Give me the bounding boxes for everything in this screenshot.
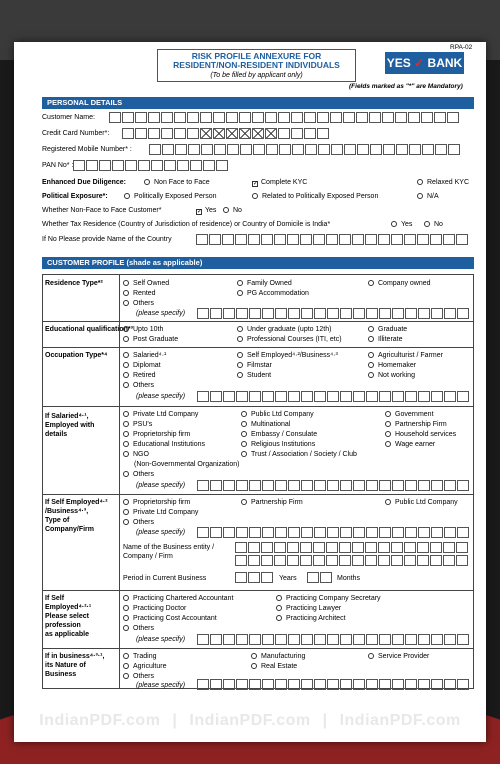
- business-entity-label: Name of the Business entity / Company / Firm: [123, 544, 215, 560]
- radio-icon: [123, 441, 129, 447]
- customer-name-label: Customer Name:: [42, 114, 95, 121]
- radio-icon: [368, 362, 374, 368]
- occupation-specify-label: (please specify): [136, 393, 186, 400]
- occupation-retired[interactable]: Retired: [123, 371, 156, 380]
- radio-icon: [368, 653, 374, 659]
- business-specify-label: (please specify): [136, 682, 186, 689]
- occupation-agriculturist[interactable]: Agriculturist / Farmer: [368, 351, 443, 360]
- radio-icon: [223, 207, 229, 213]
- radio-icon: [417, 179, 423, 185]
- radio-icon: [123, 431, 129, 437]
- radio-icon: [123, 673, 129, 679]
- form-page: [14, 42, 486, 742]
- country-field[interactable]: [196, 234, 469, 245]
- radio-icon: [144, 179, 150, 185]
- radio-icon: [252, 193, 258, 199]
- profession-lawyer[interactable]: Practicing Lawyer: [276, 604, 341, 613]
- radio-icon: [123, 605, 129, 611]
- logo-tick-icon: ✓: [414, 56, 425, 70]
- radio-icon: [276, 595, 282, 601]
- self-employed-label: If Self Employed⁴·² /Business⁴·³, Type of Company/Firm: [45, 499, 108, 533]
- occupation-others[interactable]: Others: [123, 381, 154, 390]
- salaried-partnership[interactable]: Partnership Firm: [385, 420, 447, 429]
- radio-icon: [385, 441, 391, 447]
- radio-icon: [123, 615, 129, 621]
- profession-architect[interactable]: Practicing Architect: [276, 614, 346, 623]
- residence-specify-field[interactable]: [197, 308, 470, 319]
- radio-icon: [241, 431, 247, 437]
- selfemp-public-ltd[interactable]: Public Ltd Company: [385, 498, 458, 507]
- selfemp-private-ltd[interactable]: Private Ltd Company: [123, 508, 198, 517]
- radio-icon: [237, 372, 243, 378]
- residence-family-owned[interactable]: Family Owned: [237, 279, 292, 288]
- watermark-separator: |: [322, 712, 328, 729]
- radio-icon: [124, 193, 130, 199]
- radio-icon: [123, 471, 129, 477]
- checked-box-icon: ✓: [253, 181, 259, 187]
- radio-icon: [241, 451, 247, 457]
- selfemp-proprietorship[interactable]: Proprietorship firm: [123, 498, 190, 507]
- salaried-government[interactable]: Government: [385, 410, 434, 419]
- radio-icon: [123, 372, 129, 378]
- radio-icon: [123, 421, 129, 427]
- radio-icon: [417, 193, 423, 199]
- business-real-estate[interactable]: Real Estate: [251, 662, 297, 671]
- occupation-homemaker[interactable]: Homemaker: [368, 361, 416, 370]
- edd-option-complete-kyc[interactable]: ✓ Complete KYC: [253, 179, 308, 187]
- radio-icon: [391, 221, 397, 227]
- education-graduate[interactable]: Graduate: [368, 325, 407, 334]
- education-undergraduate[interactable]: Under graduate (upto 12th): [237, 325, 331, 334]
- radio-icon: [368, 326, 374, 332]
- education-upto-10th[interactable]: Upto 10th: [123, 325, 163, 334]
- mobile-label: Registered Mobile Number* :: [42, 146, 132, 153]
- pep-option-na[interactable]: N/A: [417, 193, 439, 200]
- radio-icon: [241, 441, 247, 447]
- watermark-separator: |: [172, 712, 178, 729]
- period-years-field[interactable]: [235, 572, 274, 583]
- form-code: RPA-02: [450, 44, 473, 51]
- residence-specify-label: (please specify): [136, 310, 186, 317]
- credit-card-field[interactable]: [122, 128, 330, 139]
- profession-cost-accountant[interactable]: Practicing Cost Accountant: [123, 614, 217, 623]
- radio-icon: [368, 352, 374, 358]
- radio-icon: [368, 372, 374, 378]
- title-line2: RESIDENT/NON-RESIDENT INDIVIDUALS: [173, 60, 340, 70]
- radio-icon: [123, 336, 129, 342]
- salaried-religious[interactable]: Religious Institutions: [241, 440, 315, 449]
- radio-icon: [237, 280, 243, 286]
- period-label: Period in Current Business: [123, 575, 207, 582]
- mandatory-note: (Fields marked as "*" are Mandatory): [349, 83, 463, 90]
- business-entity-field-line2[interactable]: [235, 555, 469, 566]
- salaried-multinational[interactable]: Multinational: [241, 420, 290, 429]
- personal-details-heading: PERSONAL DETAILS: [42, 97, 474, 109]
- period-months-field[interactable]: [307, 572, 333, 583]
- radio-icon: [368, 280, 374, 286]
- salaried-specify-field[interactable]: [197, 480, 470, 491]
- residence-pg[interactable]: PG Accommodation: [237, 289, 309, 298]
- salaried-proprietorship[interactable]: Proprietorship firm: [123, 430, 190, 439]
- customer-profile-heading: CUSTOMER PROFILE (shade as applicable): [42, 257, 474, 269]
- business-specify-field[interactable]: [197, 679, 470, 690]
- business-agriculture[interactable]: Agriculture: [123, 662, 166, 671]
- radio-icon: [123, 352, 129, 358]
- tax-residence-question: Whether Tax Residence (Country of Jurisdiction of residence) or Country of Domicile is India*: [42, 221, 331, 228]
- radio-icon: [276, 615, 282, 621]
- nonface-no[interactable]: No: [223, 207, 242, 214]
- profession-doctor[interactable]: Practicing Doctor: [123, 604, 186, 613]
- radio-icon: [385, 499, 391, 505]
- checked-box-icon: ✓: [197, 209, 203, 215]
- residence-others[interactable]: Others: [123, 299, 154, 308]
- nonface-yes[interactable]: ✓ Yes: [197, 207, 217, 215]
- pan-field[interactable]: [73, 160, 229, 171]
- radio-icon: [424, 221, 430, 227]
- occupation-self-employed[interactable]: Self Employed⁴·²/Business⁴·³: [237, 351, 338, 360]
- occupation-diplomat[interactable]: Diplomat: [123, 361, 161, 370]
- yes-bank-logo: YES ✓ BANK: [385, 52, 464, 74]
- watermark-text-1: IndianPDF.com: [39, 712, 161, 729]
- radio-icon: [237, 362, 243, 368]
- salaried-embassy[interactable]: Embassy / Consulate: [241, 430, 317, 439]
- radio-icon: [385, 421, 391, 427]
- salaried-trust[interactable]: Trust / Association / Society / Club: [241, 450, 357, 459]
- occupation-filmstar[interactable]: Filmstar: [237, 361, 272, 370]
- salaried-specify-label: (please specify): [136, 482, 186, 489]
- radio-icon: [237, 290, 243, 296]
- profession-ca[interactable]: Practicing Chartered Accountant: [123, 594, 233, 603]
- nonface-question: Whether Non-Face to Face Customer*: [42, 207, 162, 214]
- selfemp-specify-label: (please specify): [136, 529, 186, 536]
- selfemp-partnership[interactable]: Partnership Firm: [241, 498, 303, 507]
- edd-option-nonface[interactable]: Non Face to Face: [144, 179, 210, 186]
- radio-icon: [123, 499, 129, 505]
- salaried-psu[interactable]: PSU's: [123, 420, 152, 429]
- radio-icon: [385, 431, 391, 437]
- salaried-educational[interactable]: Educational Institutions: [123, 440, 205, 449]
- business-trading[interactable]: Trading: [123, 652, 156, 661]
- profession-specify-field[interactable]: [197, 634, 470, 645]
- business-others[interactable]: Others: [123, 672, 154, 681]
- profession-others[interactable]: Others: [123, 624, 154, 633]
- residence-type-label: Residence Type*²: [45, 280, 103, 287]
- occupation-specify-field[interactable]: [197, 391, 470, 402]
- residence-company-owned[interactable]: Company owned: [368, 279, 431, 288]
- selfemp-others[interactable]: Others: [123, 518, 154, 527]
- months-label: Months: [337, 575, 360, 582]
- mobile-field[interactable]: [149, 144, 461, 155]
- radio-icon: [123, 509, 129, 515]
- radio-icon: [123, 451, 129, 457]
- education-post-graduate[interactable]: Post Graduate: [123, 335, 178, 344]
- credit-card-label: Credit Card Number*:: [42, 130, 110, 137]
- radio-icon: [123, 326, 129, 332]
- radio-icon: [241, 411, 247, 417]
- salaried-others[interactable]: Others: [123, 470, 154, 479]
- radio-icon: [123, 280, 129, 286]
- radio-icon: [237, 326, 243, 332]
- pep-option-pep[interactable]: Politically Exposed Person: [124, 193, 217, 200]
- education-label: Educational qualification*³: [45, 326, 133, 333]
- business-entity-field-line1[interactable]: [235, 542, 469, 553]
- watermark-footer: [0, 712, 500, 730]
- profession-specify-label: (please specify): [136, 636, 186, 643]
- radio-icon: [123, 362, 129, 368]
- residence-self-owned[interactable]: Self Owned: [123, 279, 169, 288]
- radio-icon: [276, 605, 282, 611]
- radio-icon: [123, 382, 129, 388]
- radio-icon: [123, 663, 129, 669]
- residence-rented[interactable]: Rented: [123, 289, 156, 298]
- profile-table: [42, 274, 474, 689]
- pep-label: Political Exposure*:: [42, 193, 108, 200]
- radio-icon: [123, 300, 129, 306]
- radio-icon: [368, 336, 374, 342]
- radio-icon: [123, 595, 129, 601]
- tax-yes[interactable]: Yes: [391, 221, 412, 228]
- salaried-private-ltd[interactable]: Private Ltd Company: [123, 410, 198, 419]
- radio-icon: [123, 411, 129, 417]
- profession-label: If Self Employed⁴·²·¹ Please select profession as applicable: [45, 595, 92, 638]
- pep-option-related[interactable]: Related to Politically Exposed Person: [252, 193, 378, 200]
- radio-icon: [237, 352, 243, 358]
- business-manufacturing[interactable]: Manufacturing: [251, 652, 305, 661]
- years-label: Years: [279, 575, 297, 582]
- radio-icon: [123, 653, 129, 659]
- business-nature-label: If in business⁴·³·¹, its Nature of Business: [45, 653, 105, 678]
- salaried-household[interactable]: Household services: [385, 430, 456, 439]
- profession-cs[interactable]: Practicing Company Secretary: [276, 594, 381, 603]
- edd-option-relaxed-kyc[interactable]: Relaxed KYC: [417, 179, 469, 186]
- radio-icon: [251, 663, 257, 669]
- salaried-ngo[interactable]: NGO: [123, 450, 149, 459]
- occupation-not-working[interactable]: Not working: [368, 371, 415, 380]
- radio-icon: [237, 336, 243, 342]
- education-illiterate[interactable]: Illiterate: [368, 335, 403, 344]
- salaried-wage-earner[interactable]: Wage earner: [385, 440, 435, 449]
- salaried-ngo-note: (Non-Governmental Organization): [134, 461, 240, 468]
- tax-no[interactable]: No: [424, 221, 443, 228]
- education-professional[interactable]: Professional Courses (ITI, etc): [237, 335, 342, 344]
- salaried-label: If Salaried⁴·¹, Employed with details: [45, 413, 95, 438]
- title-line1: RISK PROFILE ANNEXURE FOR: [191, 51, 322, 61]
- radio-icon: [123, 290, 129, 296]
- radio-icon: [123, 519, 129, 525]
- selfemp-specify-field[interactable]: [197, 527, 470, 538]
- business-service-provider[interactable]: Service Provider: [368, 652, 429, 661]
- radio-icon: [123, 625, 129, 631]
- occupation-label: Occupation Type*⁴: [45, 352, 108, 359]
- occupation-student[interactable]: Student: [237, 371, 271, 380]
- watermark-text-3: IndianPDF.com: [339, 712, 461, 729]
- radio-icon: [385, 411, 391, 417]
- title-subtitle: (To be filled by applicant only): [210, 72, 303, 79]
- country-label: If No Please provide Name of the Country: [42, 236, 172, 243]
- salaried-public-ltd[interactable]: Public Ltd Company: [241, 410, 314, 419]
- edd-label: Enhanced Due Diligence:: [42, 179, 127, 186]
- form-title-box: [157, 49, 356, 82]
- customer-name-field[interactable]: [109, 112, 460, 123]
- radio-icon: [251, 653, 257, 659]
- pan-label: PAN No* :: [42, 162, 74, 169]
- radio-icon: [241, 499, 247, 505]
- occupation-salaried[interactable]: Salaried⁴·¹: [123, 351, 166, 360]
- watermark-text-2: IndianPDF.com: [189, 712, 311, 729]
- radio-icon: [241, 421, 247, 427]
